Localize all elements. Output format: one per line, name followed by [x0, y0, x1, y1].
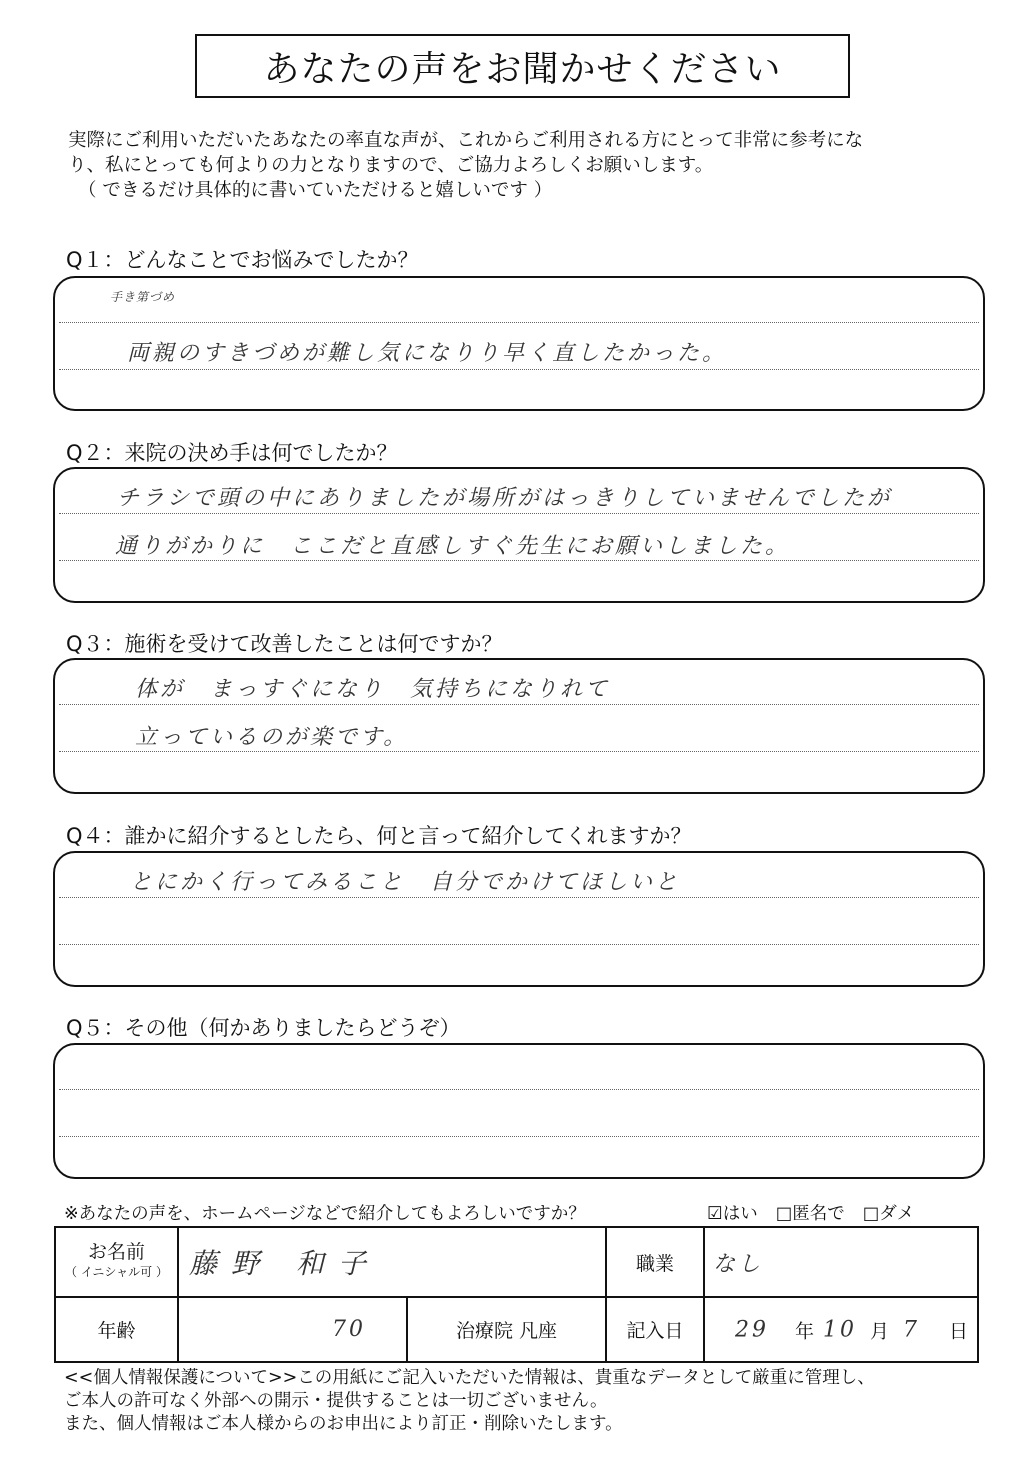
answer-rule: [59, 369, 979, 370]
intro-text: [68, 128, 988, 203]
question-5-label: Q５：その他（何かありましたらどうぞ）: [66, 1016, 461, 1040]
consent-option-anonymous[interactable]: □匿名で: [775, 1204, 845, 1224]
date-label: 記入日: [626, 1320, 684, 1342]
question-3-answer-box: [53, 658, 985, 794]
date-month-unit: 月: [870, 1320, 890, 1342]
age-label: 年齢: [97, 1320, 136, 1342]
answer-rule: [59, 751, 979, 752]
question-3-answer-line-2: 立っているのが楽です。: [135, 725, 409, 750]
question-3-answer-line-1: 体が まっすぐになり 気持ちになりれて: [135, 677, 611, 702]
privacy-line-2: ご本人の許可なく外部への開示・提供することは一切ございません。: [64, 1391, 608, 1411]
question-2-answer-line-1: チラシで頭の中にありましたが場所がはっきりしていませんでしたが: [117, 486, 893, 511]
intro-line-2: り、私にとっても何よりの力となりますので、ご協力よろしくお願いします。: [68, 155, 714, 176]
age-value-cell[interactable]: [178, 1297, 407, 1362]
name-label: お名前: [87, 1241, 145, 1263]
name-sub-label: （ イニシャル可 ）: [65, 1265, 168, 1279]
date-label-cell: [606, 1297, 704, 1362]
date-day: 7: [903, 1317, 920, 1342]
clinic-name-cell: [407, 1297, 606, 1362]
page-title-text: あなたの声をお聞かせください: [263, 48, 782, 90]
question-4-answer-line-1: とにかく行ってみること 自分でかけてほしいと: [130, 870, 681, 895]
question-2-answer-box: [53, 467, 985, 603]
date-day-unit: 日: [949, 1320, 969, 1342]
date-month: 10: [823, 1317, 857, 1342]
date-year: 29: [735, 1317, 769, 1342]
name-value-cell[interactable]: [178, 1227, 606, 1297]
job-value: なし: [713, 1251, 764, 1277]
name-label-cell: [55, 1227, 178, 1297]
answer-rule: [59, 704, 979, 705]
intro-line-3: （ できるだけ具体的に書いていただけると嬉しいです ）: [78, 180, 553, 201]
consent-options: [707, 1200, 914, 1225]
job-label: 職業: [635, 1252, 674, 1275]
job-label-cell: [606, 1227, 704, 1297]
privacy-line-3: また、個人情報はご本人様からのお申出により訂正・削除いたします。: [64, 1414, 623, 1434]
clinic-name: 治療院 凡座: [455, 1320, 558, 1342]
answer-rule: [59, 897, 979, 898]
intro-line-1: 実際にご利用いただいたあなたの率直な声が、これからご利用される方にとって非常に参考にな: [68, 130, 864, 151]
page-title: [195, 34, 850, 98]
question-1-label: Q１：どんなことでお悩みでしたか？: [66, 248, 419, 272]
consent-option-no[interactable]: □ダメ: [862, 1204, 915, 1224]
name-value: 藤野 和子: [189, 1247, 380, 1280]
question-2-answer-line-2: 通りがかりに ここだと直感しすぐ先生にお願いしました。: [115, 534, 791, 559]
question-3-label: Q３：施術を受けて改善したことは何ですか？: [66, 632, 503, 656]
answer-rule: [59, 1089, 979, 1090]
question-4-answer-box: [53, 851, 985, 987]
answer-rule: [59, 322, 979, 323]
privacy-line-1: <<個人情報保護について>>この用紙にご記入いただいた情報は、貴重なデータとして厳重に管理し、: [64, 1368, 875, 1388]
privacy-notice: [64, 1367, 984, 1436]
date-year-unit: 年: [795, 1320, 815, 1342]
answer-rule: [59, 560, 979, 561]
job-value-cell[interactable]: [704, 1227, 978, 1297]
question-1-answer-box: [53, 276, 985, 411]
question-1-answer-line-1: 両親のすきづめが難し気になりり早く直したかった。: [127, 341, 728, 366]
answer-rule: [59, 944, 979, 945]
question-2-label: Q２：来院の決め手は何でしたか？: [66, 441, 398, 465]
question-4-label: Q４：誰かに紹介するとしたら、何と言って紹介してくれますか？: [66, 824, 692, 848]
date-value-cell[interactable]: [704, 1297, 978, 1362]
consent-question: ※あなたの声を、ホームページなどで紹介してもよろしいですか？: [64, 1204, 586, 1224]
answer-rule: [59, 513, 979, 514]
age-label-cell: [55, 1297, 178, 1362]
question-1-handwritten-note: 手き第づめ: [110, 290, 176, 304]
answer-rule: [59, 1136, 979, 1137]
question-5-answer-box: [53, 1043, 985, 1179]
age-value: 70: [332, 1317, 366, 1342]
info-table: [54, 1226, 979, 1363]
consent-option-yes[interactable]: ☑はい: [707, 1204, 758, 1224]
